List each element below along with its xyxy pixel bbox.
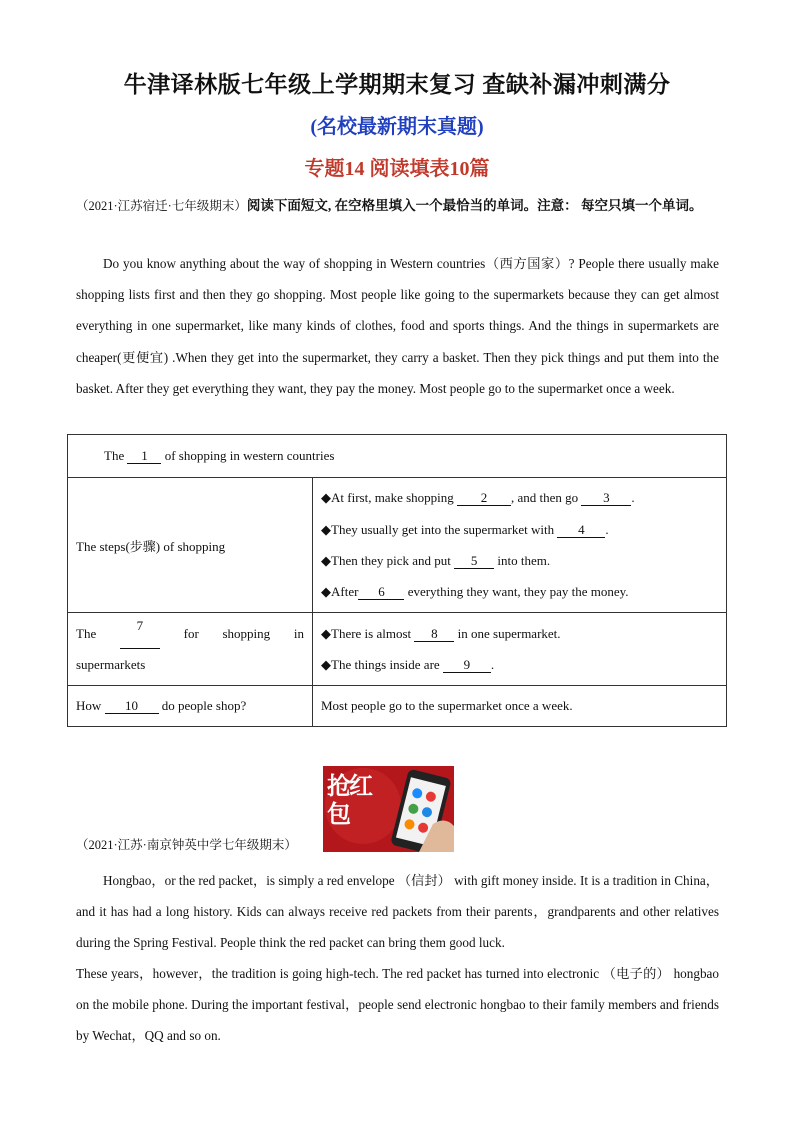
blank-9[interactable]: 9 xyxy=(443,657,491,673)
row-label: The 7 for shopping in xyxy=(76,618,304,649)
passage1-text: Do you know anything about the way of shopping in Western countries（西方国家）? People there usually make shopping lists first and then they go shopping. Most people like going to the supermarkets because they can get almost everything in one supermarket, like many kinds of clothes, food and sports things. And the things in supermarkets are cheaper(更便宜) .When they get into the supermarket, they carry a basket. Then they pick things and put them into the basket. After they get everything they want, they pay the money. Most people go to the supermarket once a week. xyxy=(76,256,719,396)
red-packet-image xyxy=(323,766,454,852)
image-caption: 抢红包 xyxy=(327,772,371,828)
blank-1[interactable]: 1 xyxy=(127,448,161,464)
list-item: ◆They usually get into the supermarket with 4 . xyxy=(321,521,609,537)
passage1-instruction xyxy=(76,190,726,222)
row-label: The steps(步骤) of shopping xyxy=(68,478,313,613)
document-subtitle: (名校最新期末真题) xyxy=(310,116,484,138)
list-item: ◆The things inside are 9 . xyxy=(321,657,495,672)
blank-7[interactable]: 7 xyxy=(120,618,160,649)
instruction-text: 阅读下面短文, 在空格里填入一个最恰当的单词。注意： 每空只填一个单词。 xyxy=(246,198,703,213)
passage2-source: （2021·江苏·南京钟英中学七年级期末） xyxy=(76,838,297,852)
passage2-text2: These years，however，the tradition is going high-tech. The red packet has turned into electronic （电子的） hongbao on the mobile phone. During the important festival，people send electronic hongbao to their family members and friends by Wechat，QQ and so on. xyxy=(76,966,719,1044)
blank-10[interactable]: 10 xyxy=(105,698,159,714)
list-item: ◆There is almost 8 in one supermarket. xyxy=(321,625,561,641)
table-row: How 10 do people shop? Most people go to the supermarket once a week. xyxy=(68,686,727,727)
passage2-text1: Hongbao，or the red packet，is simply a red envelope （信封） with gift money inside. It is a tradition in China，and it has had a long history. Kids can always receive red packets from their parents，grandparents and other relatives during the Spring Festival. People think the red packet can bring them good luck. xyxy=(76,873,719,951)
list-item: ◆At first, make shopping 2 , and then go 3 . xyxy=(321,490,635,506)
blank-3[interactable]: 3 xyxy=(581,490,631,506)
table-row: The 1 of shopping in western countries xyxy=(68,435,727,478)
fill-in-table xyxy=(67,434,727,727)
table-row: The 7 for shopping in supermarkets ◆There is almost 8 in one supermarket. ◆The things inside are 9 . xyxy=(68,613,727,686)
answer-cell: Most people go to the supermarket once a week. xyxy=(313,686,727,727)
list-item: ◆Then they pick and put 5 into them. xyxy=(321,553,551,568)
blank-6[interactable]: 6 xyxy=(358,584,404,600)
topic-heading: 专题14 阅读填表10篇 xyxy=(304,158,490,180)
blank-8[interactable]: 8 xyxy=(414,626,454,642)
table-row xyxy=(68,478,727,613)
blank-5[interactable]: 5 xyxy=(454,553,494,569)
blank-2[interactable]: 2 xyxy=(457,490,511,506)
passage1-source: （2021·江苏宿迁·七年级期末） xyxy=(76,199,247,213)
blank-4[interactable]: 4 xyxy=(557,522,605,538)
document-title: 牛津译林版七年级上学期期末复习 查缺补漏冲刺满分 xyxy=(123,72,671,97)
list-item: ◆After 6 everything they want, they pay the money. xyxy=(321,584,629,600)
